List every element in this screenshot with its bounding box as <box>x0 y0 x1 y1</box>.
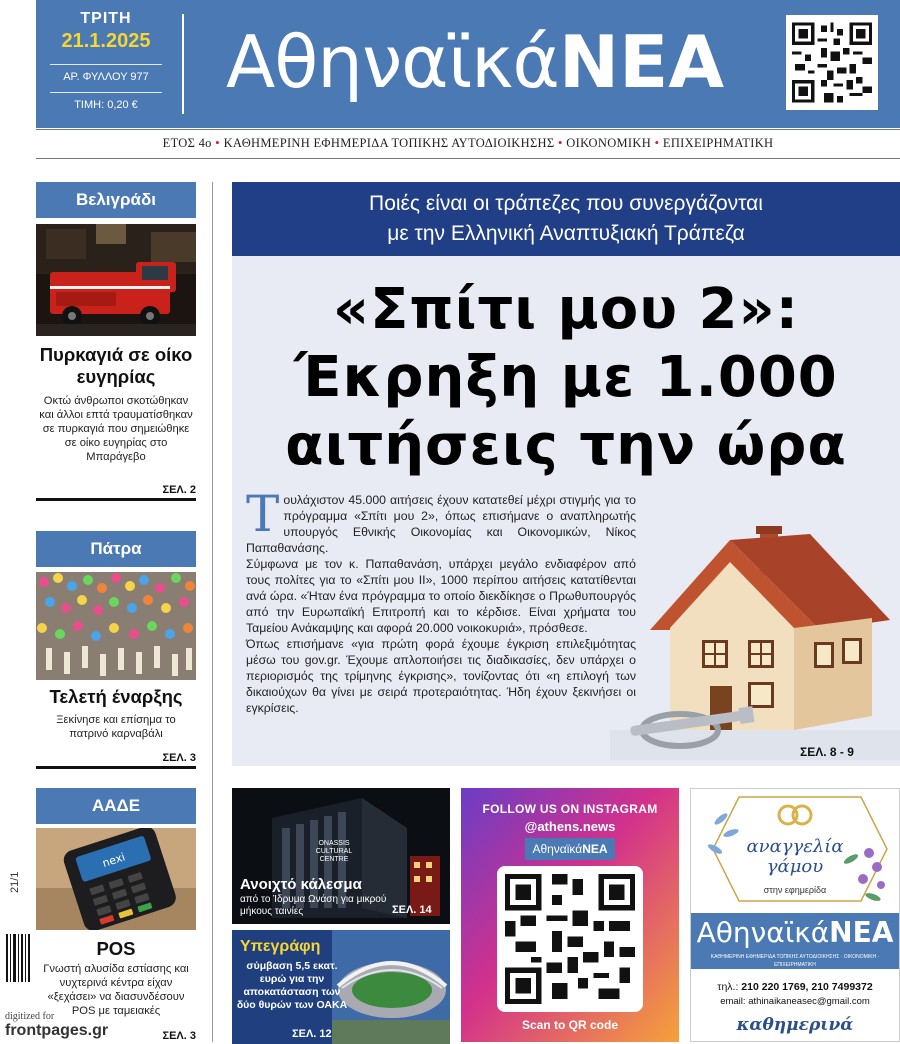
story-headline[interactable]: Πυρκαγιά σε οίκο ευγηρίας <box>39 344 193 387</box>
divider <box>36 498 196 501</box>
card-headline: Υπεγράφη <box>240 938 321 955</box>
ad-phone <box>691 981 899 993</box>
fire-truck-photo[interactable] <box>36 224 196 336</box>
instagram-handle[interactable]: @athens.news <box>524 819 616 834</box>
digitized-credit: digitized for <box>5 1011 55 1022</box>
ad-email <box>691 996 899 1007</box>
paragraph: Σύμφωνα με τον κ. Παπαθανάση, υπάρχει μεγάλο ενδιαφέρον από τους πολίτες για το «Σπίτι μου ΙΙ», 1000 περίπου αιτήσεις κατατίθενται ανά ώρα. «Ήταν ένα πρόγραμμα το οποίο διεκδίκησε ο Πρωθυπουργός από την Ευρωπαϊκή Επιτροπή και το κέρδισε. Είναι χρήματα του Ταμείου Ανάκαμψης και αφορά 20.000 νοικοκυριά», πρόσθεσε. <box>246 557 636 635</box>
main-story-body <box>246 485 636 716</box>
divider <box>50 64 162 65</box>
logo-text-bold: ΝΕΑ <box>829 916 894 949</box>
headline-line: αιτήσεις την ώρα <box>285 413 847 478</box>
kicker-line: με την Ελληνική Αναπτυξιακή Τράπεζα <box>387 222 745 245</box>
page-reference: ΣΕΛ. 12 <box>292 1028 332 1040</box>
divider <box>50 92 162 93</box>
story-headline[interactable]: POS <box>96 938 136 959</box>
story-headline[interactable]: Τελετή έναρξης <box>49 686 183 707</box>
bullet: • <box>215 135 224 150</box>
page-reference: ΣΕΛ. 14 <box>392 904 432 916</box>
onassis-story-card[interactable] <box>232 788 450 924</box>
issue-date: 21.1.2025 <box>61 30 151 52</box>
story-summary: Ξεκίνησε και επίσημα το πατρινό καρναβάλι <box>56 714 176 740</box>
qr-scan-caption: Scan to QR code <box>521 1018 619 1032</box>
ad-title <box>691 837 899 877</box>
email-address[interactable]: athinaikaneasec@gmail.com <box>748 996 870 1007</box>
story-summary: Γνωστή αλυσίδα εστίασης και νυχτερινά κέντρα είχαν «ξεχάσει» να διασυνδέσουν POS με ταμειακές <box>43 963 189 1017</box>
logo-text-bold: ΝΕΑ <box>582 842 608 856</box>
weekday: ΤΡΙΤΗ <box>80 10 132 27</box>
page-reference[interactable]: ΣΕΛ. 8 - 9 <box>800 745 854 759</box>
main-kicker[interactable] <box>232 182 900 256</box>
barcode-icon <box>4 932 32 984</box>
logo-text-thin: Αθηναϊκά <box>696 916 830 949</box>
mini-logo <box>525 838 615 860</box>
divider <box>36 766 196 769</box>
logo-text-bold: ΝΕΑ <box>558 20 725 104</box>
bullet: • <box>654 135 663 150</box>
divider <box>36 158 900 159</box>
tagline-year: ΕΤΟΣ 4ο <box>162 136 212 150</box>
tagline-economic: ΟΙΚΟΝΟΜΙΚΗ <box>566 136 652 150</box>
carnival-photo[interactable] <box>36 572 196 680</box>
qr-code-icon[interactable] <box>497 866 643 1012</box>
tagline-bar <box>36 135 900 157</box>
qr-code-icon[interactable] <box>786 15 878 110</box>
dropcap: Τ <box>246 485 280 543</box>
card-summary: από το Ίδρυμα Ωνάση για μικρού μήκους ταινίες <box>240 894 387 917</box>
section-header-aade[interactable]: ΑΑΔΕ <box>36 788 196 824</box>
page-reference[interactable]: ΣΕΛ. 3 <box>162 1030 196 1042</box>
tagline-business: ΕΠΙΧΕΙΡΗΜΑΤΙΚΗ <box>662 136 774 150</box>
card-summary: σύμβαση 5,5 εκατ. ευρώ για την αποκατάσταση των δύο θυρών των ΟΑΚΑ <box>236 960 348 1011</box>
divider <box>36 129 900 130</box>
headline-line: «Σπίτι μου 2»: <box>332 277 800 342</box>
ad-logo <box>691 913 899 953</box>
bullet: • <box>557 135 567 150</box>
newspaper-logo[interactable] <box>226 14 806 110</box>
paragraph: Όπως επισήμανε «για πρώτη φορά έχουμε έγκριση επιλεξιμότητας μέσω του gov.gr. Έχουμε απλοποιήσει τις διαδικασίες, δεν υπάρχει ο περιορισμός της τρίμηνης έγκρισης», τονίζοντας ότι «η επιλογή των δικαιούχων θα γίνει με σειρά προτεραιότητας. Ήδη έχουν ξεκινήσει οι εγκρίσεις. <box>246 637 636 715</box>
wedding-announcement-ad[interactable] <box>690 788 900 1042</box>
logo-text-thin: Αθηναϊκά <box>532 842 583 856</box>
ad-footer: καθημερινά <box>736 1015 854 1035</box>
main-headline[interactable] <box>232 276 900 480</box>
ad-tagline: ΚΑΘΗΜΕΡΙΝΗ ΕΦΗΜΕΡΙΔΑ ΤΟΠΙΚΗΣ ΑΥΤΟΔΙΟΙΚΗΣΗΣ · ΟΙΚΟΝΟΜΙΚΗ · ΕΠΙΧΕΙΡΗΜΑΤΙΚΗ <box>710 954 880 968</box>
phone-label: τηλ.: <box>717 981 739 993</box>
ad-logo-block <box>691 913 899 969</box>
logo-text-thin: Αθηναϊκά <box>226 20 559 104</box>
house-with-keys-image <box>610 510 900 760</box>
pos-terminal-photo[interactable] <box>36 828 196 930</box>
oaka-story-card[interactable] <box>232 930 450 1044</box>
column-divider <box>212 182 213 1042</box>
price: ΤΙΜΗ: 0,20 € <box>74 99 138 111</box>
onassis-sign-text: ONASSIS CULTURAL CENTRE <box>315 840 353 863</box>
email-label: email: <box>720 996 746 1007</box>
page-reference[interactable]: ΣΕΛ. 2 <box>162 484 196 496</box>
phone-number[interactable]: 210 220 1769, 210 7499372 <box>741 981 873 993</box>
section-header-patras[interactable]: Πάτρα <box>36 531 196 567</box>
tagline-type: ΚΑΘΗΜΕΡΙΝΗ ΕΦΗΜΕΡΙΔΑ ΤΟΠΙΚΗΣ ΑΥΤΟΔΙΟΙΚΗΣΗΣ <box>223 136 555 150</box>
story-summary: Οκτώ άνθρωποι σκοτώθηκαν και άλλοι επτά τραυματίσθηκαν σε πυρκαγιά που σημειώθηκε σε οίκο ευγηρίας στο Μπαράγεβο <box>39 395 193 463</box>
instagram-cta-title: FOLLOW US ON INSTAGRAM <box>482 802 658 816</box>
instagram-promo-card[interactable] <box>461 788 679 1042</box>
masthead <box>36 0 900 128</box>
source-credit[interactable]: frontpages.gr <box>5 1022 109 1039</box>
section-header-belgrade[interactable]: Βελιγράδι <box>36 182 196 218</box>
issue-number: ΑΡ. ΦΥΛΛΟΥ 977 <box>63 71 149 83</box>
date-block <box>36 0 176 128</box>
edition-date-vertical: 21/1 <box>9 871 21 893</box>
ad-subtitle: στην εφημερίδα <box>763 885 827 895</box>
page-reference[interactable]: ΣΕΛ. 3 <box>162 752 196 764</box>
paragraph: ουλάχιστον 45.000 αιτήσεις έχουν κατατεθεί μέχρι στιγμής για το πρόγραμμα «Σπίτι μου 2», όπως επισήμανε ο αναπληρωτής υπουργός Εθνικής Οικονομίας και Οικονομικών, Νίκος Παπαθανάσης. <box>246 493 636 555</box>
ad-title-line: αναγγελία <box>746 836 844 857</box>
divider <box>182 14 184 114</box>
ad-title-line: γάμου <box>766 856 824 877</box>
card-headline: Ανοιχτό κάλεσμα <box>240 876 362 893</box>
pos-screen-text: nexi <box>100 850 127 870</box>
kicker-line: Ποιές είναι οι τράπεζες που συνεργάζονται <box>369 192 763 215</box>
headline-line: Έκρηξη με 1.000 <box>294 345 838 410</box>
